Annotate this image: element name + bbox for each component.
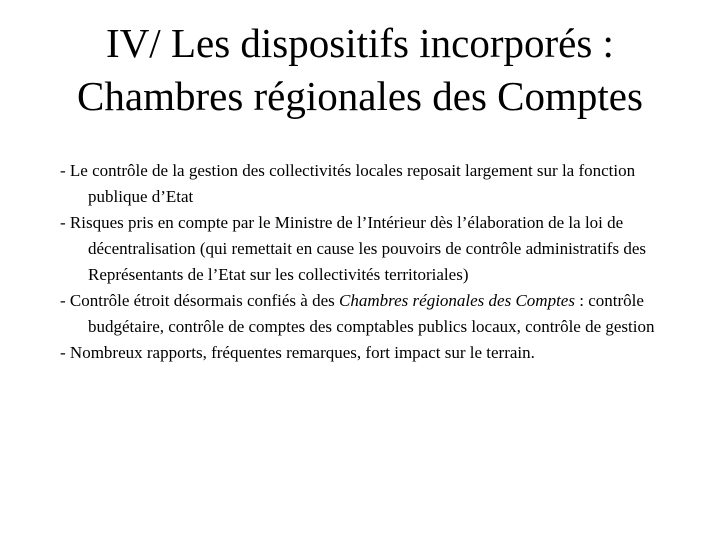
slide-title: IV/ Les dispositifs incorporés : Chambres régionales des Comptes: [77, 20, 643, 119]
bullet-item-3: [60, 288, 670, 340]
bullet-item-1: - Le contrôle de la gestion des collectivités locales reposait largement sur la fonction publique d’Etat: [60, 161, 636, 206]
bullet-item-3-prefix: - Contrôle étroit désormais confiés à des: [60, 291, 340, 310]
bullet-item-2: - Risques pris en compte par le Ministre de l’Intérieur dès l’élaboration de la loi de décentralisation (qui remettait en cause les pouvoirs de contrôle administratifs des Représentants de l’Etat sur les collectivités territoriales): [60, 213, 646, 284]
slide-body: [60, 158, 670, 366]
bullet-item-4: - Nombreux rapports, fréquentes remarques, fort impact sur le terrain.: [60, 343, 535, 362]
bullet-item-3-emphasis: Chambres régionales des Comptes: [339, 291, 575, 310]
bullet-item-3-suffix: : contrôle budgétaire, contrôle de comptes des comptables publics locaux, contrôle de gestion: [88, 291, 655, 336]
